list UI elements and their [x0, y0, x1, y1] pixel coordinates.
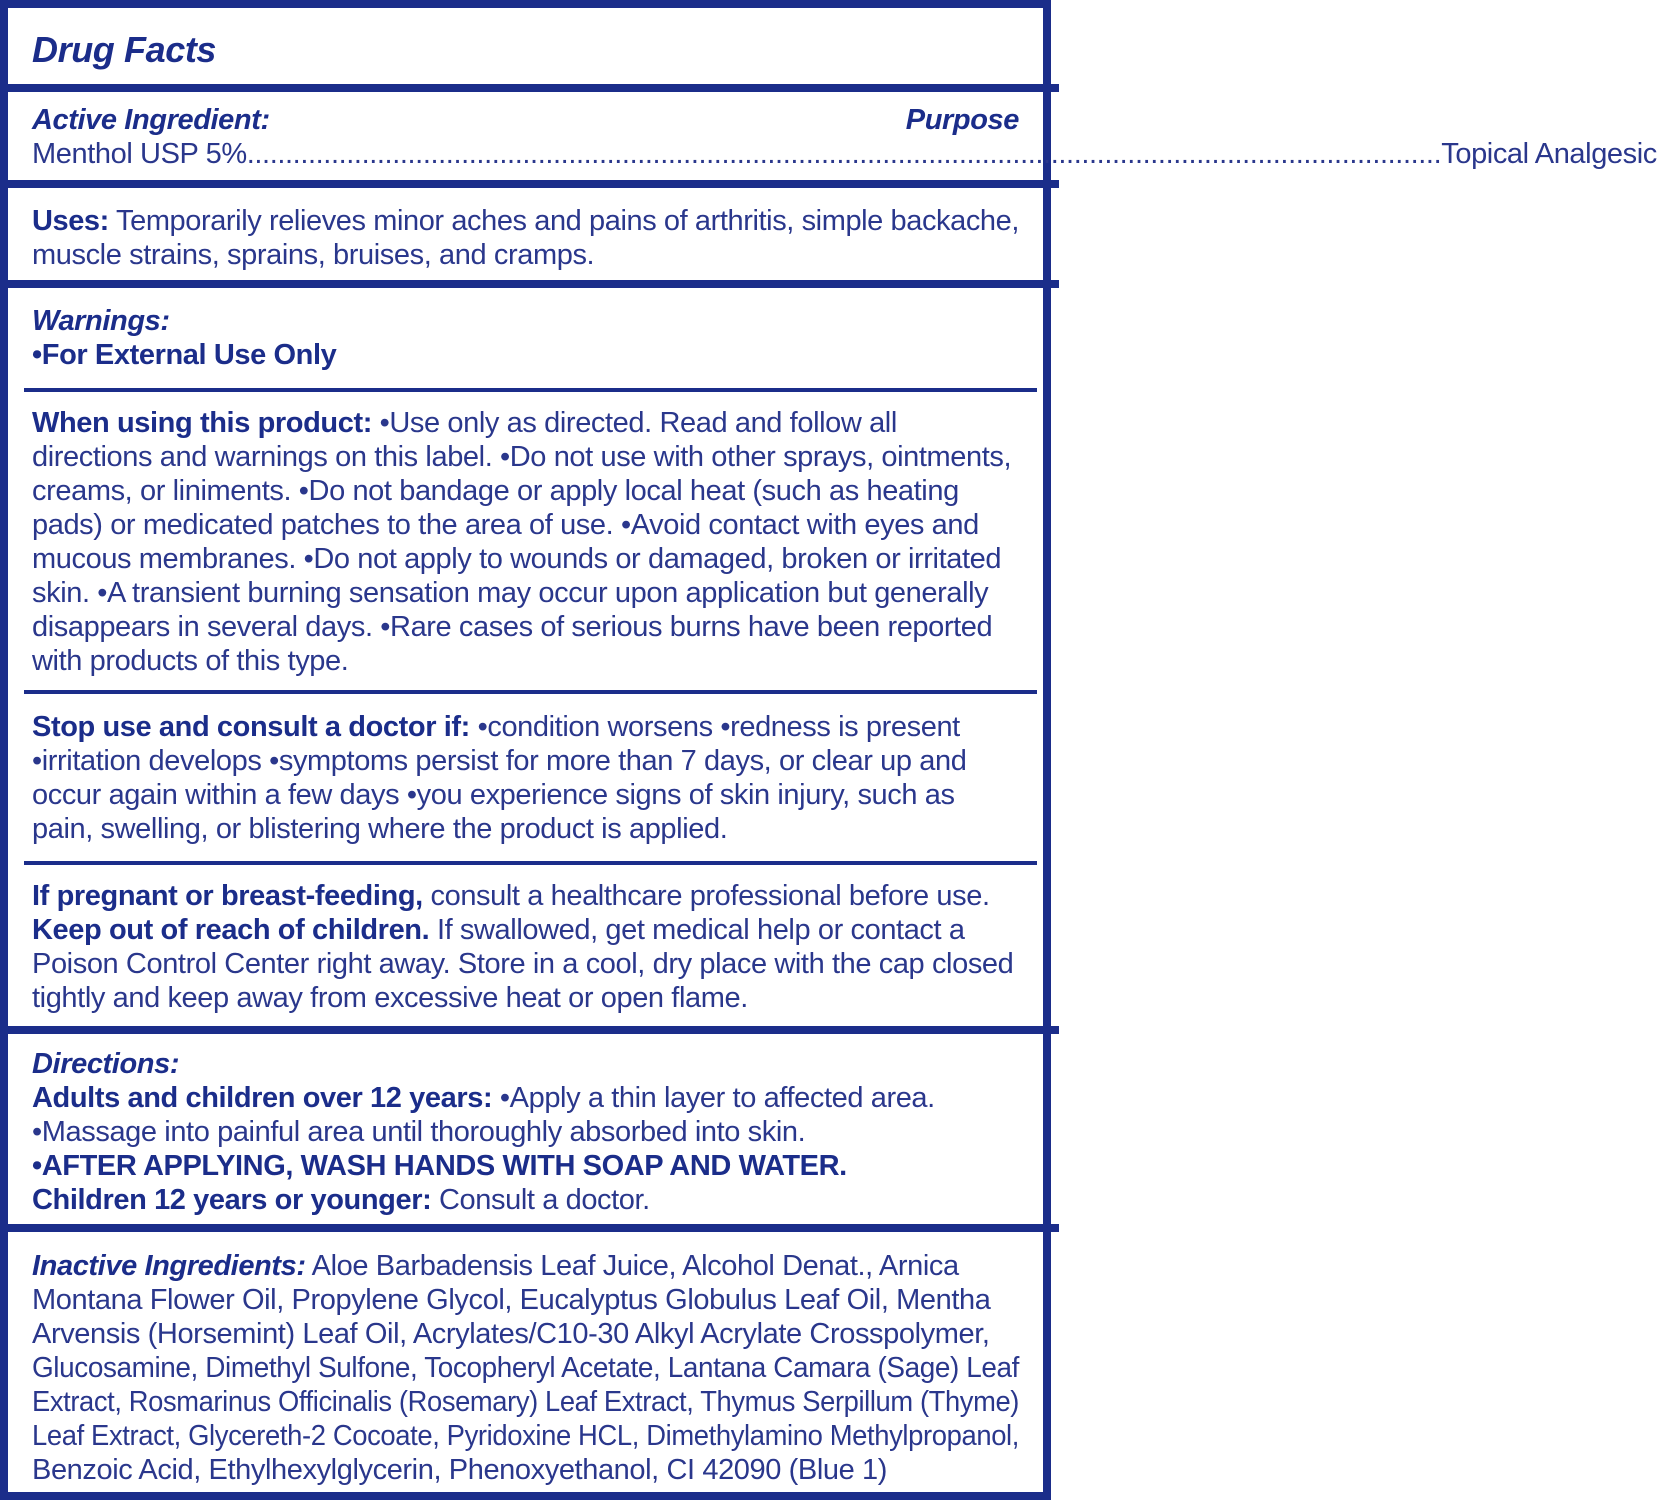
adults-text: •Apply a thin layer to affected area.: [492, 1082, 935, 1114]
uses-line: muscle strains, sprains, bruises, and cramps.: [32, 239, 595, 271]
keep-out-line: [32, 913, 1019, 947]
when-using-line: mucous membranes. •Do not apply to wounds or damaged, broken or irritated: [32, 543, 1002, 575]
directions-heading: Directions:: [32, 1048, 180, 1080]
when-using-line: with products of this type.: [32, 645, 349, 677]
inactive-ingredients-heading: Inactive Ingredients:: [32, 1250, 306, 1282]
leader-dots: ............................................................................................................................................................: [246, 138, 1442, 170]
uses-text: Temporarily relieves minor aches and pains of arthritis, simple backache,: [108, 205, 1019, 237]
children-heading: Children 12 years or younger:: [32, 1184, 432, 1216]
uses-heading: Uses:: [32, 205, 109, 237]
divider: [8, 1026, 1059, 1034]
storage-line: Poison Control Center right away. Store in a cool, dry place with the cap closed: [32, 948, 1014, 980]
when-using-line: disappears in several days. •Rare cases of serious burns have been reported: [32, 611, 993, 643]
active-ingredient-heading: Active Ingredient:: [32, 104, 270, 136]
pregnancy-text: consult a healthcare professional before use.: [422, 880, 990, 912]
active-ingredient-name: Menthol USP 5%: [32, 138, 247, 170]
uses-line: [32, 204, 1019, 238]
keep-out-heading: Keep out of reach of children.: [32, 914, 430, 946]
stop-use-line: •irritation develops •symptoms persist for more than 7 days, or clear up and: [32, 745, 967, 777]
stop-use-section: [32, 710, 1019, 846]
when-using-text: •Use only as directed. Read and follow all: [371, 407, 897, 439]
keep-out-text: If swallowed, get medical help or contact a: [429, 914, 965, 946]
divider: [24, 690, 1037, 694]
when-using-heading: When using this product:: [32, 407, 372, 439]
inactive-text: Aloe Barbadensis Leaf Juice, Alcohol Denat., Arnica: [305, 1250, 959, 1282]
inactive-line: Benzoic Acid, Ethylhexylglycerin, Phenoxyethanol, CI 42090 (Blue 1): [32, 1454, 887, 1486]
active-ingredient-purpose: Topical Analgesic: [1441, 138, 1657, 170]
when-using-line: [32, 406, 1019, 440]
stop-use-line: [32, 710, 1019, 744]
adults-heading: Adults and children over 12 years:: [32, 1082, 493, 1114]
inactive-line: Montana Flower Oil, Propylene Glycol, Eucalyptus Globulus Leaf Oil, Mentha: [32, 1284, 991, 1316]
when-using-line: creams, or liniments. •Do not bandage or apply local heat (such as heating: [32, 475, 959, 507]
pregnancy-line: [32, 879, 1019, 913]
stop-use-text: •condition worsens •redness is present: [469, 711, 960, 743]
external-use-warning: •For External Use Only: [32, 339, 337, 371]
pregnancy-section: [32, 879, 1019, 1015]
divider: [24, 388, 1037, 392]
directions-adults-line: [32, 1081, 1019, 1115]
stop-use-line: occur again within a few days •you experience signs of skin injury, such as: [32, 779, 955, 811]
directions-massage-line: •Massage into painful area until thoroughly absorbed into skin.: [32, 1116, 806, 1148]
pregnancy-heading: If pregnant or breast-feeding,: [32, 880, 423, 912]
divider: [24, 861, 1037, 865]
divider: [8, 1224, 1059, 1232]
active-ingredient-row: [32, 137, 1657, 171]
inactive-line: Extract, Rosmarinus Officinalis (Rosemary) Leaf Extract, Thymus Serpillum (Thyme): [32, 1386, 1019, 1418]
inactive-line: Glucosamine, Dimethyl Sulfone, Tocopheryl Acetate, Lantana Camara (Sage) Leaf: [32, 1352, 1019, 1384]
storage-line: tightly and keep away from excessive heat or open flame.: [32, 982, 748, 1014]
warnings-section: [32, 304, 1019, 372]
inactive-line: Leaf Extract, Glycereth-2 Cocoate, Pyridoxine HCL, Dimethylamino Methylpropanol,: [32, 1420, 1019, 1452]
divider: [8, 280, 1059, 288]
inactive-ingredients-section: [32, 1249, 1019, 1487]
directions-children-line: [32, 1183, 1019, 1217]
active-header-row: [32, 103, 1019, 137]
when-using-line: pads) or medicated patches to the area of use. •Avoid contact with eyes and: [32, 509, 979, 541]
warnings-heading: Warnings:: [32, 305, 170, 337]
stop-use-line: pain, swelling, or blistering where the product is applied.: [32, 813, 728, 845]
children-text: Consult a doctor.: [431, 1184, 650, 1216]
directions-section: [32, 1047, 1019, 1217]
uses-section: [32, 204, 1019, 272]
inactive-line: Arvensis (Horsemint) Leaf Oil, Acrylates/C10-30 Alkyl Acrylate Crosspolymer,: [32, 1318, 990, 1350]
stop-use-heading: Stop use and consult a doctor if:: [32, 711, 470, 743]
inactive-line: [32, 1249, 1019, 1283]
purpose-heading: Purpose: [905, 104, 1019, 136]
wash-hands-warning: •AFTER APPLYING, WASH HANDS WITH SOAP AND WATER.: [32, 1150, 847, 1182]
page-title: Drug Facts: [32, 29, 217, 70]
divider: [8, 84, 1059, 92]
when-using-line: skin. •A transient burning sensation may occur upon application but generally: [32, 577, 989, 609]
when-using-line: directions and warnings on this label. •Do not use with other sprays, ointments,: [32, 441, 1012, 473]
divider: [8, 180, 1059, 188]
when-using-section: [32, 406, 1019, 678]
